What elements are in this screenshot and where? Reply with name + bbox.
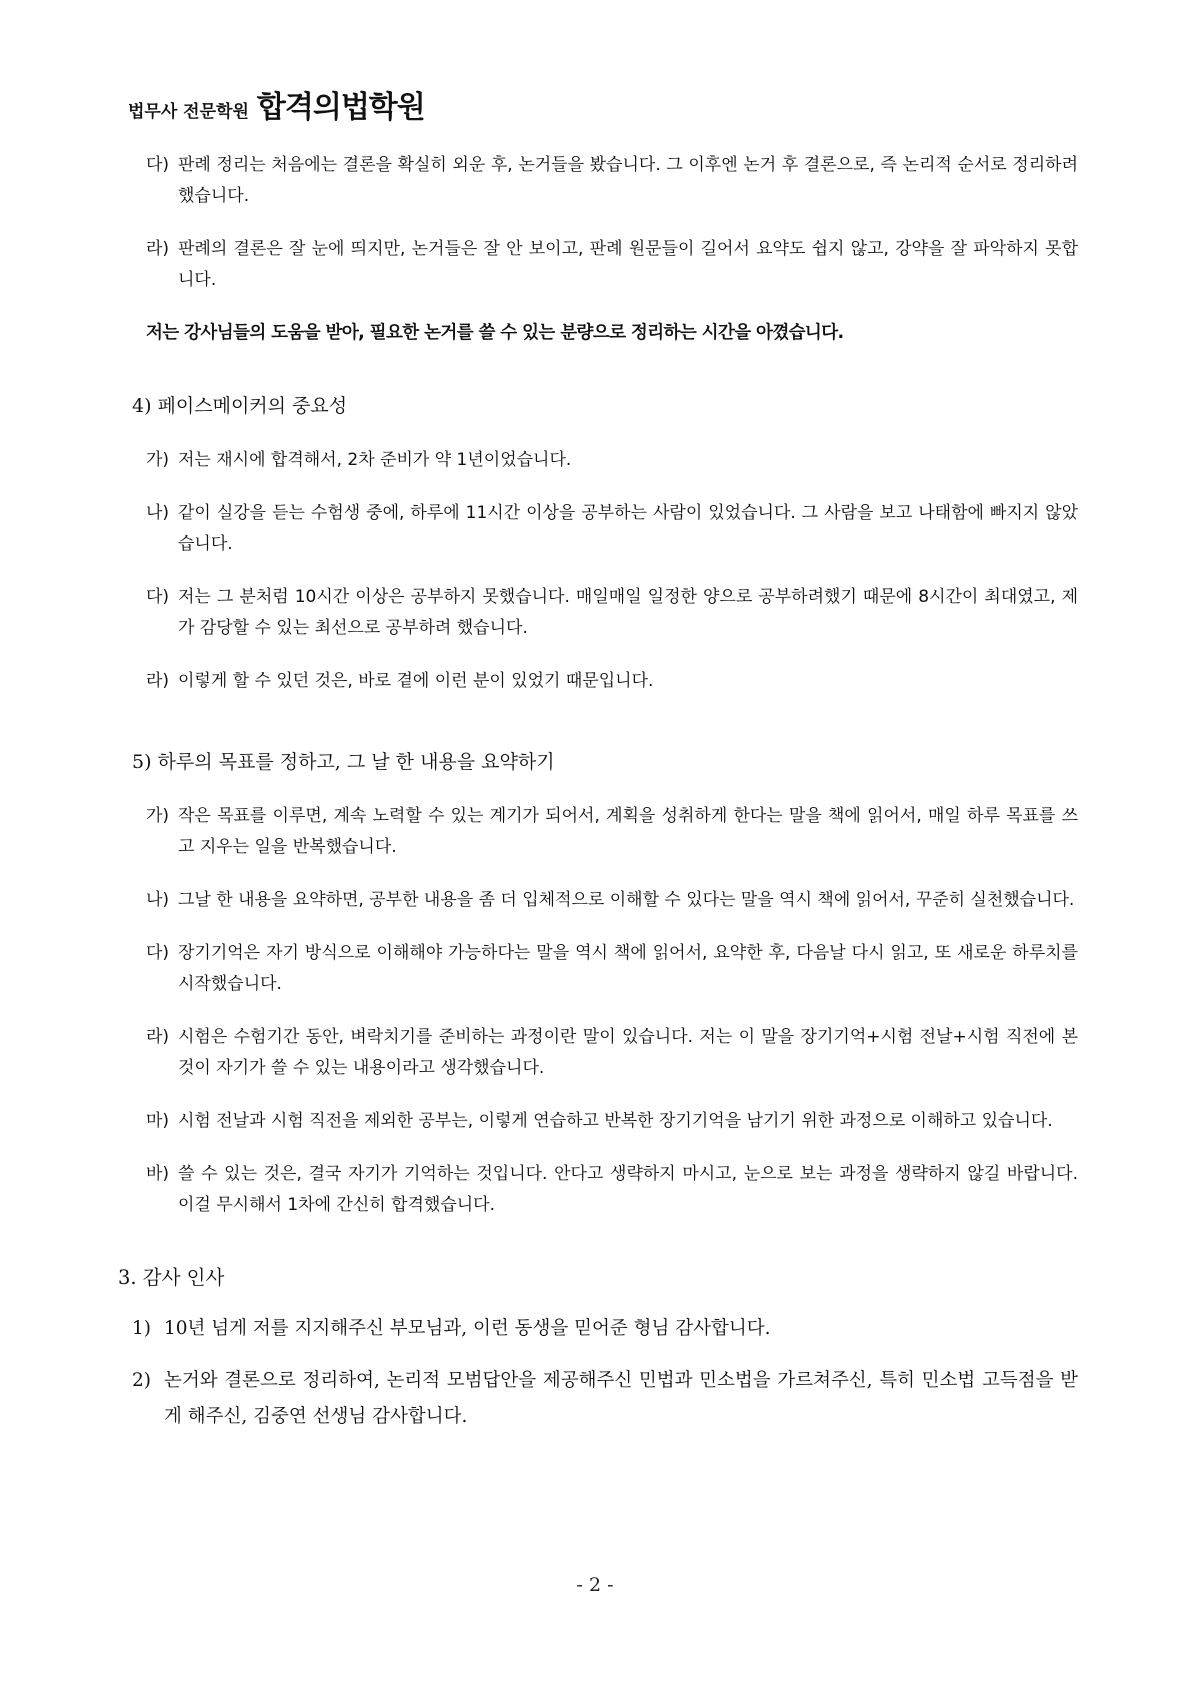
item-marker: 1) — [132, 1318, 151, 1339]
item-text: 같이 실강을 듣는 수험생 중에, 하루에 11시간 이상을 공부하는 사람이 있었습니다. 그 사람을 보고 나태함에 빠지지 않았습니다. — [178, 503, 1078, 554]
list-item — [0, 1311, 1190, 1347]
item-marker: 바) — [146, 1164, 170, 1184]
item-text: 논거와 결론으로 정리하여, 논리적 모범답안을 제공해주신 민법과 민소법을 가르쳐주신, 특히 민소법 고득점을 받게 해주신, 김중연 선생님 감사합니다. — [164, 1370, 1078, 1427]
page-number: - 2 - — [576, 1574, 614, 1596]
item-marker: 2) — [132, 1370, 151, 1391]
document-body — [0, 150, 1190, 1451]
list-item — [0, 801, 1190, 863]
section-4-title: 4) 페이스메이커의 중요성 — [132, 395, 348, 417]
item-text: 이렇게 할 수 있던 것은, 바로 곁에 이런 분이 있었기 때문입니다. — [178, 671, 654, 691]
item-text: 작은 목표를 이루면, 계속 노력할 수 있는 계기가 되어서, 계획을 성취하게 한다는 말을 책에 읽어서, 매일 하루 목표를 쓰고 지우는 일을 반복했습니다. — [178, 806, 1078, 857]
item-text: 판례 정리는 처음에는 결론을 확실히 외운 후, 논거들을 봤습니다. 그 이후엔 논거 후 결론으로, 즉 논리적 순서로 정리하려 했습니다. — [178, 155, 1078, 206]
item-text: 쓸 수 있는 것은, 결국 자기가 기억하는 것입니다. 안다고 생략하지 마시고, 눈으로 보는 과정을 생략하지 않길 바랍니다. 이걸 무시해서 1차에 간신히 합격했습니다. — [178, 1164, 1078, 1215]
emphasis-statement: 저는 강사님들의 도움을 받아, 필요한 논거를 쓸 수 있는 분량으로 정리하는 시간을 아꼈습니다. — [146, 323, 844, 343]
item-marker: 나) — [146, 503, 170, 523]
item-text: 시험 전날과 시험 직전을 제외한 공부는, 이렇게 연습하고 반복한 장기기억을 남기기 위한 과정으로 이해하고 있습니다. — [178, 1111, 1053, 1131]
list-item — [0, 582, 1190, 644]
item-marker: 다) — [146, 155, 170, 175]
item-marker: 라) — [146, 671, 170, 691]
list-item — [0, 1106, 1190, 1137]
section-5-title: 5) 하루의 목표를 정하고, 그 날 한 내용을 요약하기 — [132, 751, 555, 773]
item-marker: 가) — [146, 450, 170, 470]
item-text: 저는 재시에 합격해서, 2차 준비가 약 1년이었습니다. — [178, 450, 572, 470]
item-text: 판례의 결론은 잘 눈에 띄지만, 논거들은 잘 안 보이고, 판례 원문들이 길어서 요약도 쉽지 않고, 강약을 잘 파악하지 못합니다. — [178, 239, 1079, 290]
item-text: 시험은 수험기간 동안, 벼락치기를 준비하는 과정이란 말이 있습니다. 저는 이 말을 장기기억+시험 전날+시험 직전에 본 것이 자기가 쓸 수 있는 내용이라고 생각했습니다. — [178, 1027, 1078, 1078]
item-marker: 나) — [146, 890, 170, 910]
item-text: 10년 넘게 저를 지지해주신 부모님과, 이런 동생을 믿어준 형님 감사합니다. — [164, 1318, 771, 1339]
list-item — [0, 666, 1190, 697]
list-item — [0, 150, 1190, 212]
section-3-title: 3. 감사 인사 — [118, 1266, 225, 1289]
list-item — [0, 1022, 1190, 1084]
list-item — [0, 498, 1190, 560]
list-item — [0, 445, 1190, 476]
list-item — [0, 938, 1190, 1000]
academy-header — [128, 82, 425, 126]
item-marker: 다) — [146, 587, 170, 607]
item-marker: 마) — [146, 1111, 170, 1131]
header-logo-text: 합격의법학원 — [256, 90, 425, 125]
item-marker: 가) — [146, 806, 170, 826]
list-item — [0, 1159, 1190, 1221]
item-marker: 라) — [146, 239, 170, 259]
item-marker: 라) — [146, 1027, 170, 1047]
list-item — [0, 1363, 1190, 1435]
item-text: 그날 한 내용을 요약하면, 공부한 내용을 좀 더 입체적으로 이해할 수 있다는 말을 역시 책에 읽어서, 꾸준히 실천했습니다. — [178, 890, 1075, 910]
item-text: 저는 그 분처럼 10시간 이상은 공부하지 못했습니다. 매일매일 일정한 양으로 공부하려했기 때문에 8시간이 최대였고, 제가 감당할 수 있는 최선으로 공부하려 했습니다. — [178, 587, 1078, 638]
list-item — [0, 885, 1190, 916]
list-item — [0, 234, 1190, 296]
header-subtitle: 법무사 전문학원 — [128, 102, 249, 122]
item-text: 장기기억은 자기 방식으로 이해해야 가능하다는 말을 역시 책에 읽어서, 요약한 후, 다음날 다시 읽고, 또 새로운 하루치를 시작했습니다. — [178, 943, 1078, 994]
item-marker: 다) — [146, 943, 170, 963]
